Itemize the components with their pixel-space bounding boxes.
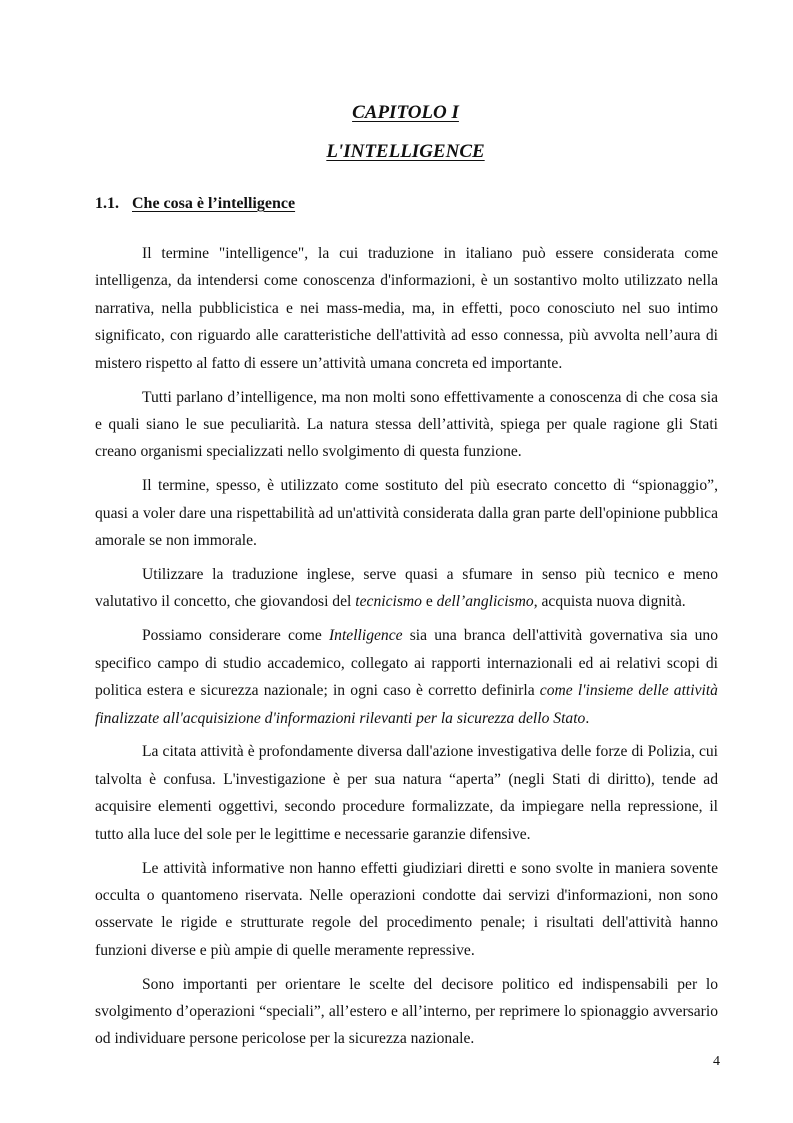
chapter-number: CAPITOLO I (352, 102, 459, 123)
text-segment: Possiamo considerare come (142, 627, 329, 645)
section-number: 1.1. (95, 195, 119, 212)
text-segment: Tutti parlano d’intelligence, ma non molti sono effettivamente a conoscenza di che cosa sia e quali siano le sue peculiarità. La natura stessa dell’attività, spiega per quale ragione gli Stati creano organismi specializzati nello svolgimento di questa funzione. (95, 388, 718, 461)
italic-text: dell’anglicismo (436, 593, 534, 611)
section-heading (95, 195, 295, 213)
chapter-title: L'INTELLIGENCE (326, 141, 485, 162)
italic-text: Intelligence (328, 627, 403, 645)
italic-text: tecnicismo (355, 593, 422, 611)
text-segment: , acquista nuova dignità. (533, 593, 686, 611)
text-segment: e (421, 593, 437, 611)
paragraph (95, 971, 718, 1053)
text-segment: Sono importanti per orientare le scelte del decisore politico ed indispensabili per lo svolgimento d’operazioni “speciali”, all’estero e all’interno, per reprimere lo spionaggio avversario od individuare persone pericolose per la sicurezza nazionale. (95, 975, 718, 1048)
text-segment: Utilizzare la traduzione inglese, serve quasi a sfumare in senso più tecnico e meno valutativo il concetto, che giovandosi del (95, 565, 718, 611)
text-segment: Le attività informative non hanno effetti giudiziari diretti e sono svolte in maniera sovente occulta o quantomeno riservata. Nelle operazioni condotte dai servizi d'informazioni, non sono osservate le rigide e strutturate regole del procedimento penale; i risultati dell'attività hanno funzioni diverse e più ampie di quelle meramente repressive. (95, 859, 718, 959)
section-title: Che cosa è l’intelligence (132, 195, 296, 212)
body-text (95, 240, 718, 1059)
paragraph (95, 240, 718, 377)
paragraph (95, 622, 718, 732)
text-segment: Il termine "intelligence", la cui traduzione in italiano può essere considerata come intelligenza, da intendersi come conoscenza d'informazioni, è un sostantivo molto utilizzato nella narrativa, nella pubblicistica e nei mass-media, ma, in effetti, poco conosciuto nel suo intimo significato, con riguardo alle caratteristiche dell'attività ad esso connessa, più avvolta nell’aura di mistero rispetto al fatto di essere un’attività umana concreta ed importante. (95, 245, 718, 372)
paragraph (95, 561, 718, 616)
text-segment: La citata attività è profondamente diversa dall'azione investigativa delle forze di Polizia, cui talvolta è confusa. L'investigazione è per sua natura “aperta” (negli Stati di diritto), tende ad acquisire elementi oggettivi, secondo procedure formalizzate, da impiegare nella repressione, il tutto alla luce del sole per le legittime e necessarie garanzie difensive. (95, 743, 718, 843)
paragraph (95, 472, 718, 554)
paragraph (95, 855, 718, 965)
text-segment: Il termine, spesso, è utilizzato come sostituto del più esecrato concetto di “spionaggio”, quasi a voler dare una rispettabilità ad un'attività considerata dalla gran parte dell'opinione pubblica amorale se non immorale. (95, 477, 718, 550)
paragraph (95, 384, 718, 466)
page-number: 4 (713, 1054, 720, 1069)
text-segment: sia una branca dell'attività governativa sia uno specifico campo di studio accademico, collegato ai rapporti internazionali ed ai relativi scopi di politica estera e sicurezza nazionale; in ogni caso è corretto definirla (95, 627, 718, 700)
text-segment: . (585, 709, 590, 727)
paragraph (95, 738, 718, 848)
italic-text: come l'insieme delle attività finalizzate all'acquisizione d'informazioni rilevanti per la sicurezza dello Stato (95, 682, 718, 727)
